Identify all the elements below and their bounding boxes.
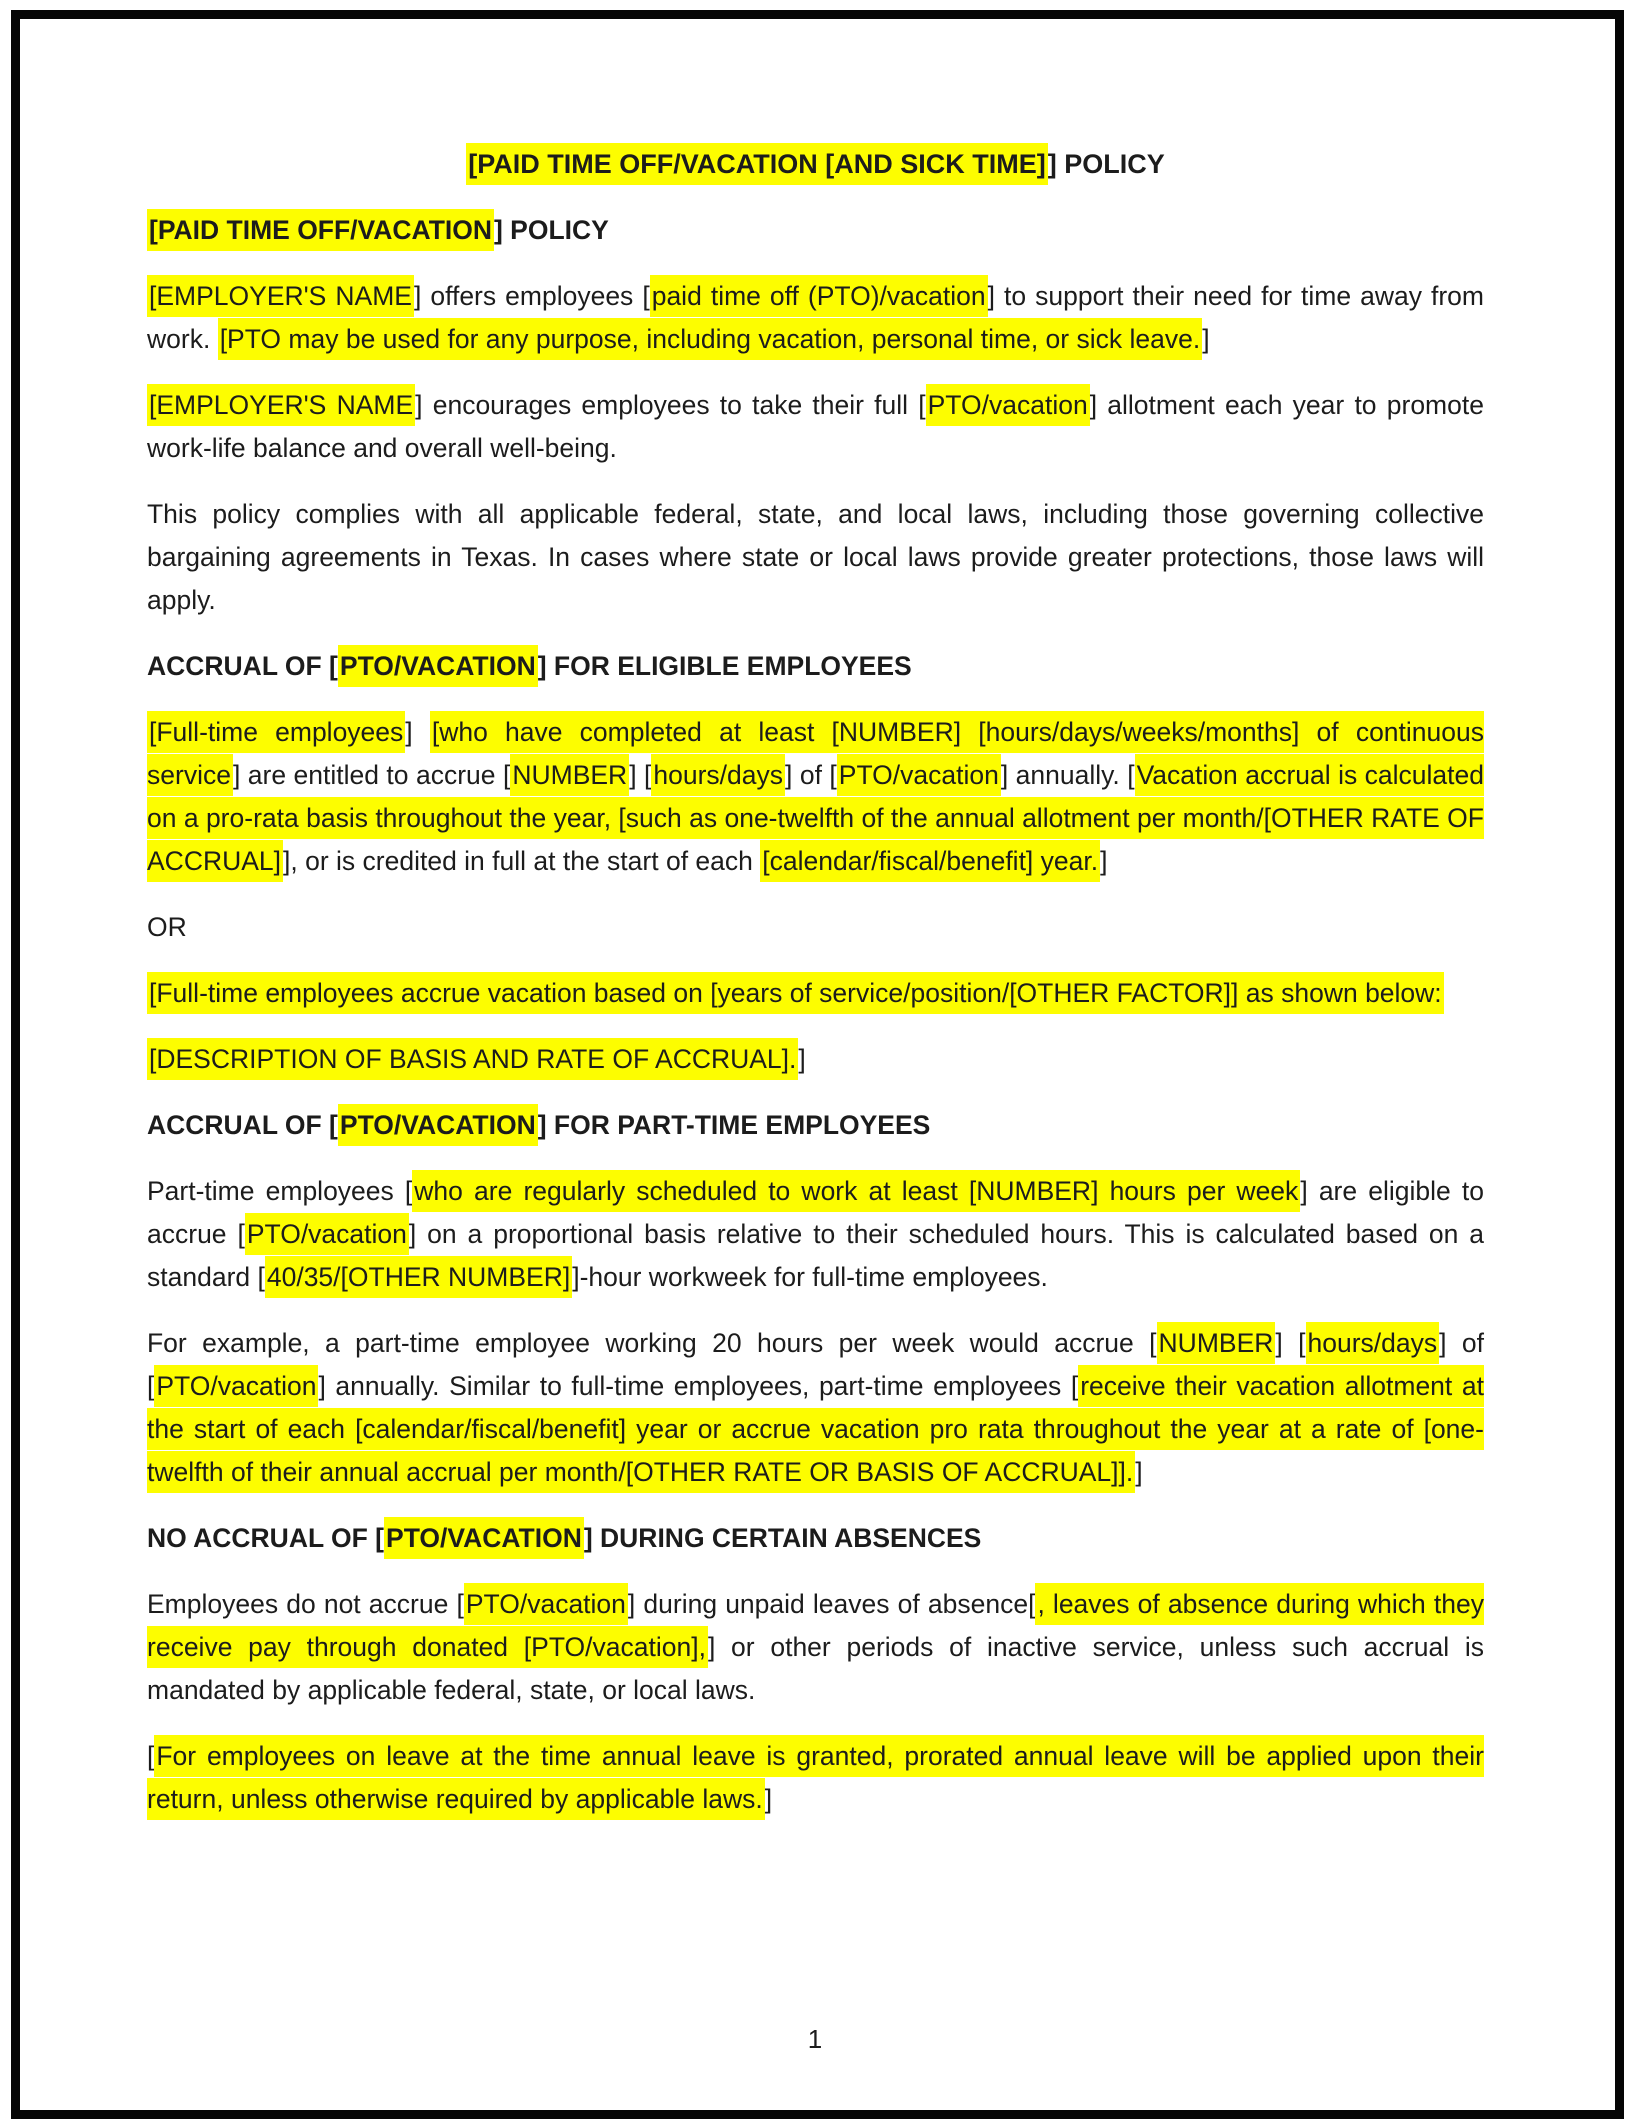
highlighted-text: PTO/vacation [926, 384, 1090, 426]
accrual-parttime-heading [147, 1104, 1484, 1147]
fulltime-accrual-alt-paragraph [147, 972, 1484, 1015]
highlighted-text: [PAID TIME OFF/VACATION [AND SICK TIME] [466, 143, 1047, 185]
text-run: For example, a part-time employee working 20 hours per week would accrue [ [147, 1328, 1157, 1358]
highlighted-text: [PAID TIME OFF/VACATION [147, 209, 494, 251]
compliance-paragraph [147, 493, 1484, 622]
fulltime-accrual-paragraph [147, 711, 1484, 883]
pto-policy-heading [147, 209, 1484, 252]
highlighted-text: PTO/VACATION [384, 1517, 584, 1559]
text-run: ] [405, 717, 430, 747]
highlighted-text: PTO/vacation [464, 1583, 628, 1625]
highlighted-text: [EMPLOYER'S NAME [147, 275, 414, 317]
text-run: ] offers employees [ [413, 281, 650, 311]
highlighted-text: PTO/VACATION [338, 1104, 538, 1146]
text-run: ] are entitled to accrue [ [232, 760, 511, 790]
text-run: ], or is credited in full at the start of each [283, 846, 761, 876]
highlighted-text: hours/days [651, 754, 785, 796]
text-run: ]-hour workweek for full-time employees. [572, 1262, 1048, 1292]
text-run: ] allotment each year to promote work-life balance and overall well-being. [147, 390, 1484, 463]
highlighted-text: NUMBER [510, 754, 629, 796]
highlighted-text: Vacation accrual is calculated on a pro-rata basis throughout the year, [such as one-twelfth of the annual allotment per month/[OTHER RATE OF ACCRUAL] [147, 754, 1484, 882]
highlighted-text: PTO/vacation [837, 754, 1001, 796]
text-run: ACCRUAL OF [ [147, 1110, 338, 1140]
text-run: ] are eligible to accrue [ [147, 1176, 1484, 1249]
text-run: ] [1135, 1457, 1143, 1487]
text-run: NO ACCRUAL OF [ [147, 1523, 385, 1553]
text-run: ] annually. [ [1000, 760, 1135, 790]
highlighted-text: PTO/vacation [245, 1213, 409, 1255]
text-run: ] during unpaid leaves of absence[ [627, 1589, 1036, 1619]
text-run: ] encourages employees to take their full [ [415, 390, 926, 420]
no-accrual-paragraph [147, 1583, 1484, 1712]
highlighted-text: , leaves of absence during which they receive pay through donated [PTO/vacation], [147, 1583, 1484, 1668]
text-run: [ [147, 1741, 155, 1771]
accrual-eligible-heading [147, 645, 1484, 688]
highlighted-text: [Full-time employees accrue vacation based on [years of service/position/[OTHER FACTOR]] as shown below: [147, 972, 1444, 1014]
highlighted-text: For employees on leave at the time annual leave is granted, prorated annual leave will be applied upon their return, unless otherwise required by applicable laws. [147, 1735, 1484, 1820]
highlighted-text: [calendar/fiscal/benefit] year. [760, 840, 1100, 882]
highlighted-text: [Full-time employees [147, 711, 405, 753]
highlighted-text: who are regularly scheduled to work at least [NUMBER] hours per week [412, 1170, 1300, 1212]
encourage-paragraph [147, 384, 1484, 470]
text-run: ] [ [629, 760, 652, 790]
text-run: This policy complies with all applicable federal, state, and local laws, including those governing collective bargaining agreements in Texas. In cases where state or local laws provide greater protections, those laws will apply. [147, 499, 1484, 615]
text-run: ] POLICY [1047, 149, 1165, 179]
text-run: ] on a proportional basis relative to their scheduled hours. This is calculated based on a standard [ [147, 1219, 1485, 1292]
intro-paragraph [147, 275, 1484, 361]
text-run: ] DURING CERTAIN ABSENCES [583, 1523, 982, 1553]
highlighted-text: [DESCRIPTION OF BASIS AND RATE OF ACCRUAL]. [147, 1038, 798, 1080]
accrual-basis-paragraph [147, 1038, 1484, 1081]
highlighted-text: PTO/vacation [154, 1365, 318, 1407]
highlighted-text: paid time off (PTO)/vacation [650, 275, 988, 317]
text-run: ] annually. Similar to full-time employees, part-time employees [ [318, 1371, 1079, 1401]
text-run: ] [764, 1784, 773, 1814]
parttime-example-paragraph [147, 1322, 1484, 1494]
leave-proration-paragraph [147, 1735, 1484, 1821]
highlighted-text: receive their vacation allotment at the start of each [calendar/fiscal/benefit] year or accrue vacation pro rata throughout the year at a rate of [one-twelfth of their annual accrual per month/[OTHER RATE OR BASIS OF ACCRUAL]]. [147, 1365, 1484, 1493]
text-run: ] or other periods of inactive service, unless such accrual is mandated by applicable federal, state, or local laws. [147, 1632, 1484, 1705]
highlighted-text: hours/days [1306, 1322, 1440, 1364]
text-run: ] of [ [785, 760, 837, 790]
highlighted-text: [EMPLOYER'S NAME [147, 384, 415, 426]
text-run: ] FOR ELIGIBLE EMPLOYEES [537, 651, 912, 681]
or-separator [147, 906, 1484, 949]
no-accrual-heading [147, 1517, 1484, 1560]
parttime-accrual-paragraph [147, 1170, 1484, 1299]
text-run: Part-time employees [ [147, 1176, 413, 1206]
highlighted-text: [PTO may be used for any purpose, including vacation, personal time, or sick leave. [218, 318, 1203, 360]
text-run: ] to support their need for time away from work. [147, 281, 1484, 354]
text-run: ACCRUAL OF [ [147, 651, 338, 681]
text-run: ] [ [1275, 1328, 1306, 1358]
highlighted-text: PTO/VACATION [338, 645, 538, 687]
text-run: ] FOR PART-TIME EMPLOYEES [537, 1110, 931, 1140]
page-number: 1 [807, 2024, 823, 2054]
doc-title [147, 143, 1484, 186]
highlighted-text: 40/35/[OTHER NUMBER] [265, 1256, 572, 1298]
text-run: ] [798, 1044, 806, 1074]
text-run: ] of [ [147, 1328, 1485, 1401]
highlighted-text: NUMBER [1157, 1322, 1276, 1364]
text-run: ] [1202, 324, 1210, 354]
text-run: ] POLICY [494, 215, 609, 245]
highlighted-text: [who have completed at least [NUMBER] [hours/days/weeks/months] of continuous service [147, 711, 1484, 796]
text-run: Employees do not accrue [ [147, 1589, 464, 1619]
text-run: ] [1100, 846, 1108, 876]
text-run: OR [147, 912, 187, 942]
